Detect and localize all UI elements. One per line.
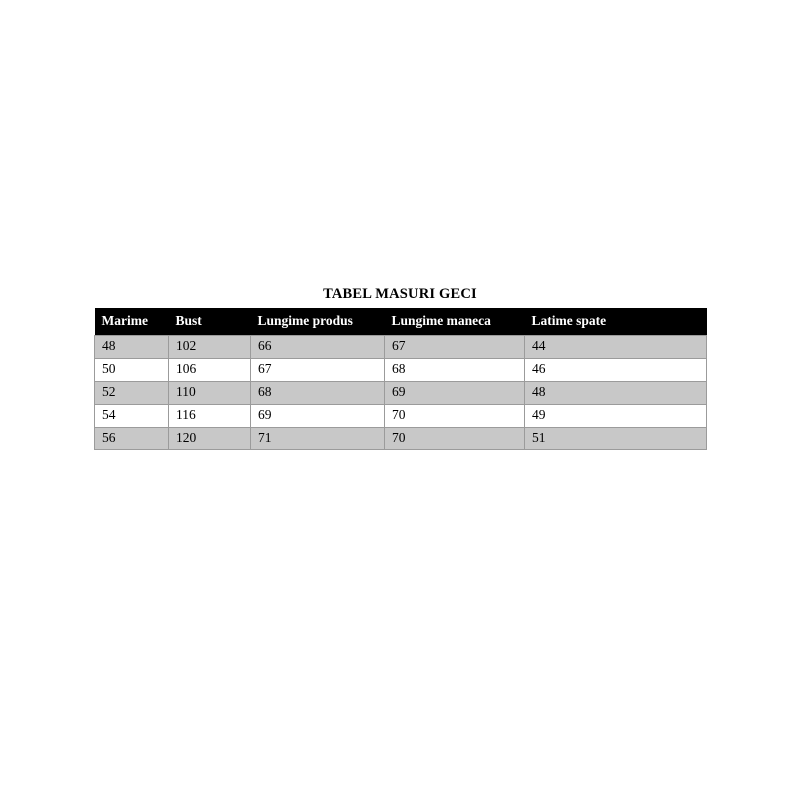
cell-bust: 120 — [169, 427, 251, 450]
cell-marime: 50 — [95, 358, 169, 381]
cell-bust: 106 — [169, 358, 251, 381]
table-body — [95, 336, 707, 450]
cell-latime-spate: 44 — [525, 336, 707, 359]
cell-lungime-maneca: 70 — [385, 427, 525, 450]
cell-lungime-produs: 67 — [251, 358, 385, 381]
table-row — [95, 404, 707, 427]
cell-bust: 110 — [169, 381, 251, 404]
cell-marime: 56 — [95, 427, 169, 450]
cell-lungime-maneca: 68 — [385, 358, 525, 381]
cell-lungime-maneca: 69 — [385, 381, 525, 404]
cell-lungime-produs: 66 — [251, 336, 385, 359]
cell-bust: 102 — [169, 336, 251, 359]
cell-lungime-maneca: 70 — [385, 404, 525, 427]
cell-lungime-produs: 68 — [251, 381, 385, 404]
cell-latime-spate: 48 — [525, 381, 707, 404]
cell-lungime-produs: 69 — [251, 404, 385, 427]
cell-marime: 52 — [95, 381, 169, 404]
table-row — [95, 381, 707, 404]
table-row — [95, 427, 707, 450]
column-header-lungime-produs: Lungime produs — [251, 308, 385, 336]
cell-marime: 48 — [95, 336, 169, 359]
table-header — [95, 308, 707, 336]
cell-bust: 116 — [169, 404, 251, 427]
cell-latime-spate: 51 — [525, 427, 707, 450]
size-chart-block — [94, 286, 706, 450]
cell-latime-spate: 49 — [525, 404, 707, 427]
table-header-row — [95, 308, 707, 336]
table-row — [95, 336, 707, 359]
column-header-marime: Marime — [95, 308, 169, 336]
cell-lungime-maneca: 67 — [385, 336, 525, 359]
table-row — [95, 358, 707, 381]
column-header-bust: Bust — [169, 308, 251, 336]
size-table — [94, 308, 707, 450]
column-header-lungime-maneca: Lungime maneca — [385, 308, 525, 336]
page-title: TABEL MASURI GECI — [323, 286, 477, 302]
cell-lungime-produs: 71 — [251, 427, 385, 450]
cell-marime: 54 — [95, 404, 169, 427]
cell-latime-spate: 46 — [525, 358, 707, 381]
column-header-latime-spate: Latime spate — [525, 308, 707, 336]
